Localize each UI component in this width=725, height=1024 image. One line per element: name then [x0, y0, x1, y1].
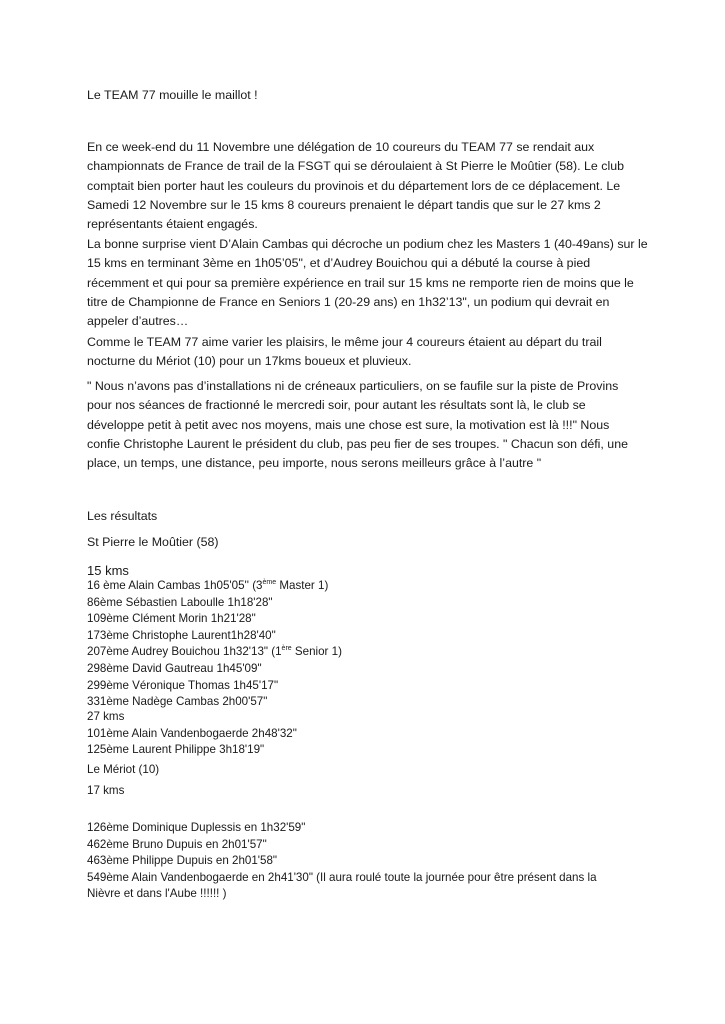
paragraph-podium — [87, 235, 647, 331]
result-row: 207ème Audrey Bouichou 1h32'13" (1ère Senior 1) — [87, 645, 342, 659]
text-line: pour nos séances de fractionné le mercredi soir, pour autant les résultats sont là, le club se — [87, 398, 586, 413]
results-list-27km — [87, 709, 647, 759]
text-line: développe petit à petit avec nos moyens, mais une chose est sure, la motivation est là !!!" Nous — [87, 417, 610, 432]
result-row: 126ème Dominique Duplessis en 1h32'59" — [87, 821, 306, 834]
text-line: confie Christophe Laurent le président du club, pas peu fier de ses troupes. " Chacun son défi, une — [87, 436, 628, 451]
text-line: appeler d’autres… — [87, 314, 189, 329]
result-row: Nièvre et dans l'Aube !!!!!! ) — [87, 887, 227, 901]
text-line: comptait bien porter haut les couleurs du provinois et du département lors de ce déplacement. Le — [87, 178, 621, 193]
text-line: 15 kms en terminant 3ème en 1h05’05", et d’Audrey Bouichou qui a débuté la course à pied — [87, 256, 591, 271]
distance-heading: 17 kms — [87, 784, 125, 797]
paragraph-intro — [87, 138, 647, 234]
text-line: place, un temps, une distance, peu importe, nous serons meilleurs grâce à l’autre " — [87, 456, 542, 471]
text-line: représentants étaient engagés. — [87, 217, 258, 232]
result-row: 549ème Alain Vandenbogaerde en 2h41'30" (Il aura roulé toute la journée pour être présent dans la — [87, 870, 597, 884]
text-line: championnats de France de trail de la FSGT qui se déroulaient à St Pierre le Moûtier (58). Le club — [87, 159, 624, 174]
results-list-15km — [87, 578, 647, 711]
text-line: Samedi 12 Novembre sur le 15 kms 8 coureurs prenaient le départ tandis que sur le 27 kms 2 — [87, 197, 601, 212]
results-list-17km — [87, 820, 647, 903]
paragraph-quote — [87, 377, 647, 473]
text-line: Comme le TEAM 77 aime varier les plaisirs, le même jour 4 coureurs étaient au départ du trail — [87, 335, 602, 349]
result-row: 463ème Philippe Dupuis en 2h01'58" — [87, 854, 278, 868]
result-row: 331ème Nadège Cambas 2h00'57" — [87, 695, 268, 709]
article-title: Le TEAM 77 mouille le maillot ! — [87, 88, 258, 102]
result-row: 125ème Laurent Philippe 3h18'19" — [87, 743, 265, 757]
results-heading: Les résultats — [87, 509, 158, 523]
text-line: titre de Championne de France en Seniors 1 (20-29 ans) en 1h32’13", un podium qui devrait en — [87, 294, 610, 309]
paragraph-meriot — [87, 333, 647, 372]
result-row: 298ème David Gautreau 1h45'09" — [87, 661, 262, 675]
text-line: " Nous n’avons pas d’installations ni de créneaux particuliers, on se faufile sur la piste de Provins — [87, 379, 619, 393]
result-row: 86ème Sébastien Laboulle 1h18'28" — [87, 595, 273, 609]
race-location: St Pierre le Moûtier (58) — [87, 535, 219, 549]
race-location: Le Mériot (10) — [87, 763, 160, 776]
distance-heading: 27 kms — [87, 710, 125, 723]
text-line: En ce week-end du 11 Novembre une délégation de 10 coureurs du TEAM 77 se rendait aux — [87, 140, 595, 154]
text-line: nocturne du Mériot (10) pour un 17kms boueux et pluvieux. — [87, 354, 412, 369]
distance-heading: 15 kms — [87, 563, 129, 578]
text-line: La bonne surprise vient D’Alain Cambas qui décroche un podium chez les Masters 1 (40-49ans) sur le — [87, 237, 648, 251]
text-line: récemment et qui pour sa première expérience en trail sur 15 kms ne remporte rien de moins que le — [87, 275, 634, 290]
result-row: 173ème Christophe Laurent1h28'40" — [87, 628, 276, 642]
result-row: 101ème Alain Vandenbogaerde 2h48'32" — [87, 726, 297, 740]
result-row: 462ème Bruno Dupuis en 2h01'57" — [87, 837, 267, 851]
result-row: 16 ème Alain Cambas 1h05'05'' (3ème Master 1) — [87, 579, 329, 592]
result-row: 299ème Véronique Thomas 1h45'17" — [87, 678, 279, 692]
result-row: 109ème Clément Morin 1h21'28" — [87, 612, 256, 626]
